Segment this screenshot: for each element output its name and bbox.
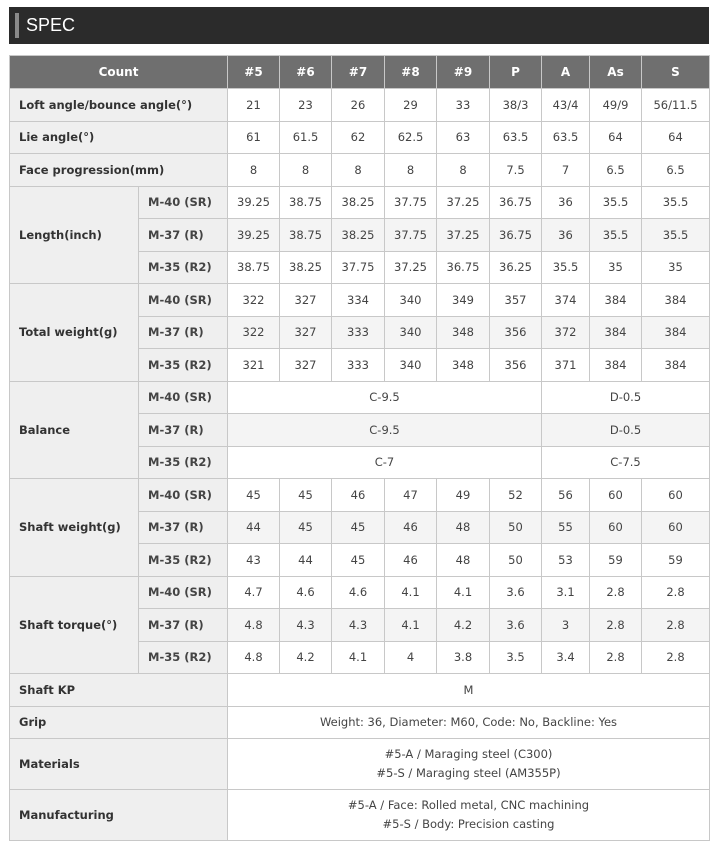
value-cell: 38.75 xyxy=(228,251,280,284)
value-cell: 6.5 xyxy=(590,154,642,187)
value-cell: 321 xyxy=(228,349,280,382)
value-cell: 43/4 xyxy=(542,89,590,122)
shaft-label: M-35 (R2) xyxy=(139,641,228,674)
value-cell: 357 xyxy=(490,284,542,317)
value-cell: 349 xyxy=(437,284,490,317)
value-cell: 340 xyxy=(385,349,437,382)
value-cell: 50 xyxy=(490,511,542,544)
value-cell: 21 xyxy=(228,89,280,122)
value-cell: 4 xyxy=(385,641,437,674)
col-header: #6 xyxy=(280,56,332,89)
value-cell: 45 xyxy=(332,544,385,577)
value-cell: 322 xyxy=(228,284,280,317)
value-cell: 52 xyxy=(490,479,542,512)
value-cell: 3.6 xyxy=(490,609,542,642)
value-cell: 327 xyxy=(280,349,332,382)
value-cell: 3.1 xyxy=(542,576,590,609)
col-header: As xyxy=(590,56,642,89)
value-cell: 49/9 xyxy=(590,89,642,122)
value-cell: 36 xyxy=(542,186,590,219)
value-cell: 36.75 xyxy=(490,219,542,252)
value-cell: 45 xyxy=(228,479,280,512)
value-cell: 61.5 xyxy=(280,121,332,154)
value-cell: 384 xyxy=(642,349,710,382)
value-cell: 35.5 xyxy=(642,219,710,252)
shaft-label: M-35 (R2) xyxy=(139,544,228,577)
value-cell: 327 xyxy=(280,316,332,349)
value-cell: 7.5 xyxy=(490,154,542,187)
value-cell: 38.75 xyxy=(280,219,332,252)
value-cell: 35.5 xyxy=(642,186,710,219)
value-cell: 38/3 xyxy=(490,89,542,122)
row-label: Shaft KP xyxy=(10,674,228,707)
value-cell: 3.6 xyxy=(490,576,542,609)
col-header-count: Count xyxy=(10,56,228,89)
shaft-label: M-40 (SR) xyxy=(139,576,228,609)
shaft-label: M-37 (R) xyxy=(139,609,228,642)
value-cell: 56/11.5 xyxy=(642,89,710,122)
value-line: #5-A / Maraging steel (C300) xyxy=(384,747,553,761)
value-cell: 46 xyxy=(385,544,437,577)
heading-accent xyxy=(15,13,19,38)
balance-cell: C-9.5 xyxy=(228,414,542,447)
value-cell: 64 xyxy=(642,121,710,154)
value-cell: 37.75 xyxy=(385,219,437,252)
spec-title: SPEC xyxy=(26,15,76,35)
shaft-label: M-40 (SR) xyxy=(139,186,228,219)
value-cell: 38.25 xyxy=(280,251,332,284)
value-cell: 8 xyxy=(228,154,280,187)
value-cell: 2.8 xyxy=(642,576,710,609)
value-cell: 39.25 xyxy=(228,219,280,252)
value-cell: 4.1 xyxy=(385,576,437,609)
value-cell: 60 xyxy=(642,479,710,512)
value-cell: 371 xyxy=(542,349,590,382)
value-cell: 56 xyxy=(542,479,590,512)
row-label: Manufacturing xyxy=(10,790,228,841)
value-cell: 55 xyxy=(542,511,590,544)
value-cell: 4.7 xyxy=(228,576,280,609)
value-cell: 356 xyxy=(490,316,542,349)
value-cell: 60 xyxy=(590,511,642,544)
value-cell: 7 xyxy=(542,154,590,187)
balance-cell: C-7 xyxy=(228,446,542,479)
col-header: #7 xyxy=(332,56,385,89)
row-label: Materials xyxy=(10,739,228,790)
merged-value-cell: M xyxy=(228,674,710,707)
value-cell: 3 xyxy=(542,609,590,642)
shaft-label: M-37 (R) xyxy=(139,511,228,544)
value-cell: 46 xyxy=(385,511,437,544)
value-cell: 60 xyxy=(590,479,642,512)
col-header: P xyxy=(490,56,542,89)
merged-value-cell xyxy=(228,790,710,841)
value-cell: 61 xyxy=(228,121,280,154)
shaft-label: M-35 (R2) xyxy=(139,349,228,382)
value-cell: 4.1 xyxy=(437,576,490,609)
value-cell: 3.4 xyxy=(542,641,590,674)
value-cell: 35 xyxy=(642,251,710,284)
group-label: Length(inch) xyxy=(10,186,139,284)
col-header: A xyxy=(542,56,590,89)
value-cell: 4.2 xyxy=(437,609,490,642)
value-cell: 38.75 xyxy=(280,186,332,219)
merged-value-cell xyxy=(228,739,710,790)
shaft-label: M-35 (R2) xyxy=(139,251,228,284)
value-cell: 333 xyxy=(332,349,385,382)
value-cell: 36.75 xyxy=(490,186,542,219)
value-cell: 4.6 xyxy=(280,576,332,609)
shaft-label: M-40 (SR) xyxy=(139,284,228,317)
row-label: Loft angle/bounce angle(°) xyxy=(10,89,228,122)
value-line: #5-S / Maraging steel (AM355P) xyxy=(376,766,561,780)
col-header: #8 xyxy=(385,56,437,89)
value-cell: 37.25 xyxy=(437,186,490,219)
value-cell: 8 xyxy=(332,154,385,187)
value-cell: 43 xyxy=(228,544,280,577)
value-cell: 8 xyxy=(280,154,332,187)
value-cell: 62 xyxy=(332,121,385,154)
group-label: Balance xyxy=(10,381,139,479)
col-header: #9 xyxy=(437,56,490,89)
spec-row xyxy=(10,284,710,317)
value-cell: 4.1 xyxy=(385,609,437,642)
value-cell: 37.75 xyxy=(385,186,437,219)
group-label: Shaft weight(g) xyxy=(10,479,139,577)
value-cell: 2.8 xyxy=(590,641,642,674)
shaft-label: M-37 (R) xyxy=(139,316,228,349)
value-cell: 44 xyxy=(280,544,332,577)
row-label: Lie angle(°) xyxy=(10,121,228,154)
spec-row xyxy=(10,89,710,122)
value-cell: 35 xyxy=(590,251,642,284)
balance-cell: C-7.5 xyxy=(542,446,710,479)
value-cell: 46 xyxy=(332,479,385,512)
value-cell: 8 xyxy=(437,154,490,187)
col-header: S xyxy=(642,56,710,89)
value-cell: 48 xyxy=(437,511,490,544)
value-cell: 4.1 xyxy=(332,641,385,674)
spec-row xyxy=(10,479,710,512)
value-cell: 37.75 xyxy=(332,251,385,284)
value-cell: 39.25 xyxy=(228,186,280,219)
value-cell: 4.3 xyxy=(280,609,332,642)
value-cell: 333 xyxy=(332,316,385,349)
spec-heading-bar xyxy=(9,7,709,44)
value-cell: 384 xyxy=(590,284,642,317)
spec-row xyxy=(10,121,710,154)
value-line: #5-S / Body: Precision casting xyxy=(382,817,555,831)
value-cell: 348 xyxy=(437,349,490,382)
value-cell: 4.3 xyxy=(332,609,385,642)
value-cell: 3.8 xyxy=(437,641,490,674)
spec-row xyxy=(10,186,710,219)
value-cell: 384 xyxy=(590,316,642,349)
value-cell: 47 xyxy=(385,479,437,512)
value-cell: 4.8 xyxy=(228,609,280,642)
shaft-label: M-35 (R2) xyxy=(139,446,228,479)
spec-table xyxy=(9,55,710,841)
spec-row xyxy=(10,739,710,790)
value-cell: 35.5 xyxy=(590,186,642,219)
value-cell: 33 xyxy=(437,89,490,122)
value-cell: 48 xyxy=(437,544,490,577)
header-row xyxy=(10,56,710,89)
value-cell: 356 xyxy=(490,349,542,382)
value-cell: 4.8 xyxy=(228,641,280,674)
shaft-label: M-40 (SR) xyxy=(139,479,228,512)
shaft-label: M-37 (R) xyxy=(139,219,228,252)
value-cell: 53 xyxy=(542,544,590,577)
value-cell: 63 xyxy=(437,121,490,154)
value-cell: 26 xyxy=(332,89,385,122)
value-cell: 44 xyxy=(228,511,280,544)
value-cell: 2.8 xyxy=(642,641,710,674)
value-cell: 8 xyxy=(385,154,437,187)
value-cell: 327 xyxy=(280,284,332,317)
value-line: #5-A / Face: Rolled metal, CNC machining xyxy=(347,798,590,812)
value-cell: 45 xyxy=(332,511,385,544)
value-cell: 35.5 xyxy=(590,219,642,252)
spec-row xyxy=(10,576,710,609)
value-cell: 59 xyxy=(590,544,642,577)
value-cell: 2.8 xyxy=(590,576,642,609)
balance-cell: D-0.5 xyxy=(542,381,710,414)
spec-row xyxy=(10,154,710,187)
value-cell: 23 xyxy=(280,89,332,122)
group-label: Shaft torque(°) xyxy=(10,576,139,674)
value-cell: 36.25 xyxy=(490,251,542,284)
merged-value-cell: Weight: 36, Diameter: M60, Code: No, Backline: Yes xyxy=(228,706,710,739)
value-cell: 45 xyxy=(280,479,332,512)
value-cell: 38.25 xyxy=(332,219,385,252)
group-label: Total weight(g) xyxy=(10,284,139,382)
value-cell: 4.6 xyxy=(332,576,385,609)
value-cell: 2.8 xyxy=(590,609,642,642)
spec-row xyxy=(10,790,710,841)
value-cell: 372 xyxy=(542,316,590,349)
shaft-label: M-37 (R) xyxy=(139,414,228,447)
col-header: #5 xyxy=(228,56,280,89)
value-cell: 348 xyxy=(437,316,490,349)
value-cell: 384 xyxy=(642,316,710,349)
value-cell: 37.25 xyxy=(385,251,437,284)
value-cell: 384 xyxy=(642,284,710,317)
value-cell: 3.5 xyxy=(490,641,542,674)
value-cell: 340 xyxy=(385,284,437,317)
value-cell: 384 xyxy=(590,349,642,382)
value-cell: 29 xyxy=(385,89,437,122)
value-cell: 45 xyxy=(280,511,332,544)
value-cell: 35.5 xyxy=(542,251,590,284)
row-label: Grip xyxy=(10,706,228,739)
row-label: Face progression(mm) xyxy=(10,154,228,187)
value-cell: 334 xyxy=(332,284,385,317)
value-cell: 62.5 xyxy=(385,121,437,154)
value-cell: 49 xyxy=(437,479,490,512)
value-cell: 6.5 xyxy=(642,154,710,187)
shaft-label: M-40 (SR) xyxy=(139,381,228,414)
value-cell: 60 xyxy=(642,511,710,544)
value-cell: 38.25 xyxy=(332,186,385,219)
value-cell: 374 xyxy=(542,284,590,317)
value-cell: 340 xyxy=(385,316,437,349)
value-cell: 2.8 xyxy=(642,609,710,642)
value-cell: 36 xyxy=(542,219,590,252)
balance-cell: C-9.5 xyxy=(228,381,542,414)
value-cell: 59 xyxy=(642,544,710,577)
value-cell: 4.2 xyxy=(280,641,332,674)
value-cell: 36.75 xyxy=(437,251,490,284)
value-cell: 322 xyxy=(228,316,280,349)
spec-row xyxy=(10,381,710,414)
spec-row xyxy=(10,706,710,739)
value-cell: 63.5 xyxy=(542,121,590,154)
balance-cell: D-0.5 xyxy=(542,414,710,447)
value-cell: 63.5 xyxy=(490,121,542,154)
spec-row xyxy=(10,674,710,707)
value-cell: 50 xyxy=(490,544,542,577)
value-cell: 64 xyxy=(590,121,642,154)
value-cell: 37.25 xyxy=(437,219,490,252)
